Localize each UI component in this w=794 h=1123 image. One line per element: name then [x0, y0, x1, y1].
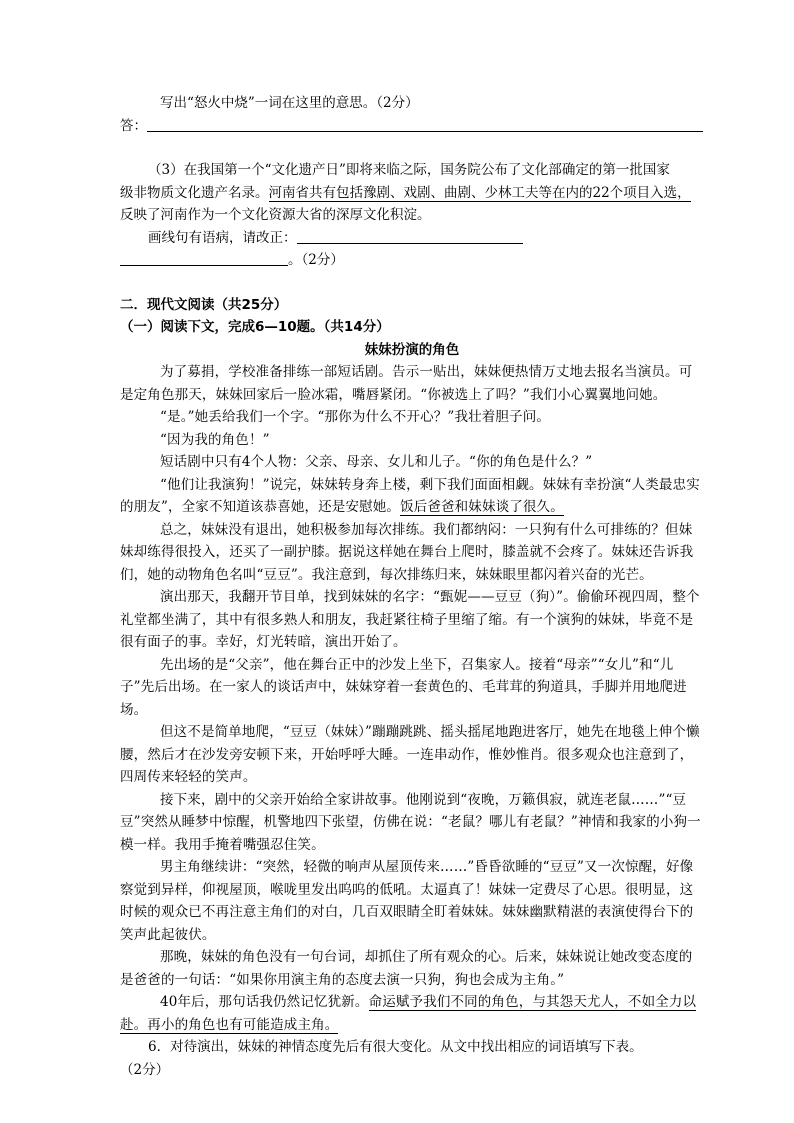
exam-page — [120, 92, 704, 1081]
article-paragraph — [120, 991, 704, 1036]
article-title: 妹妹扮演的角色 — [364, 341, 460, 358]
q2-answer-line — [120, 115, 704, 138]
q6-prompt: 6．对待演出，妹妹的神情态度先后有很大变化。从文中找出相应的词语填写下表。 — [148, 1039, 643, 1055]
q3-correction-blank-2[interactable] — [120, 251, 288, 266]
q2-prompt: 写出“怒火中烧”一词在这里的意思。（2分） — [160, 95, 419, 111]
q3-correction-blank-1[interactable] — [297, 229, 523, 244]
article-paragraph: “因为我的角色！” — [160, 431, 270, 448]
article-paragraph: 为了募捐，学校准备排练一部短话剧。告示一贴出，妹妹便热情万丈地去报名当演员。可是定角色那天，妹妹回家后一脸冰霜，嘴唇紧闭。“你被选上了吗？”我们小心翼翼地问她。 — [120, 364, 693, 403]
article-body — [120, 361, 704, 1036]
last-para-text: 40年后，那句话我仍然记忆犹新。 — [160, 994, 369, 1010]
article-paragraph: 但这不是简单地爬，“豆豆（妹妹）”蹦蹦跳跳、摇头摇尾地跑进客厅，她先在地毯上伸个懒腰，然后才在沙发旁安顿下来，开始呼呼大睡。一连串动作，惟妙惟肖。很多观众也注意到了，四周传来轻轻的笑声。 — [120, 724, 700, 785]
article-paragraph: “是。”她丢给我们一个字。“那你为什么不开心？”我壮着胆子问。 — [160, 409, 551, 425]
q3-underlined-sentence: 河南省共有包括豫剧、戏剧、曲剧、少林工夫等在内的22个项目入选， — [268, 184, 691, 201]
article-paragraph: 总之，妹妹没有退出，她积极参加每次排练。我们都纳闷：一只狗有什么可排练的？但妹妹却练得很投入，还买了一副护膝。据说这样她在舞台上爬时，膝盖就不会疼了。妹妹还告诉我们，她的动物角色名叫“豆豆”。我注意到，每次排练归来，妹妹眼里都闪着兴奋的光芒。 — [120, 521, 694, 583]
article-paragraph — [120, 474, 704, 519]
q3-text-2 — [120, 182, 704, 205]
q3-correction-label: 画线句有语病，请改正： — [148, 229, 297, 246]
q3-correction-line — [120, 227, 704, 250]
article-paragraph: 男主角继续讲：“突然，轻微的响声从屋顶传来……”昏昏欲睡的“豆豆”又一次惊醒，好像察觉到异样，仰视屋顶，喉咙里发出呜呜的低吼。太逼真了！妹妹一定费尽了心思。很明显，这时候的观众已不再注意主角们的对白，几百双眼睛全盯着妹妹。妹妹幽默精湛的表演使得台下的笑声此起彼伏。 — [120, 859, 694, 943]
q3-correction-line-2 — [120, 249, 704, 272]
last-para-underlined: 命运赋予我们不同的角色，与其怨天尤人，不如全力以赴。再小的角色也有可能造成主角。 — [120, 994, 697, 1033]
article-paragraph: 短话剧中只有4个人物：父亲、母亲、女儿和儿子。“你的角色是什么？” — [160, 454, 593, 470]
q3-text-3: 反映了河南作为一个文化资源大省的深厚文化积淀。 — [120, 207, 431, 223]
section-subheading: （一）阅读下文，完成6—10题。（共14分） — [120, 319, 390, 335]
article-paragraph: 接下来，剧中的父亲开始给全家讲故事。他刚说到“夜晚，万籁俱寂，就连老鼠……”“豆豆”突然从睡梦中惊醒，机警地四下张望，仿佛在说：“老鼠？哪儿有老鼠？”神情和我家的小狗一模一样。我用手掩着嘴强忍住笑。 — [120, 791, 701, 853]
q2-answer-label: 答： — [120, 117, 147, 134]
article-paragraph: 那晚，妹妹的角色没有一句台词，却抓住了所有观众的心。后来，妹妹说让她改变态度的是爸爸的一句话：“如果你用演主角的态度去演一只狗，狗也会成为主角。” — [120, 949, 693, 988]
article-paragraph: 演出那天，我翻开节目单，找到妹妹的名字：“甄妮——豆豆（狗）”。偷偷环视四周，整个礼堂都坐满了，其中有很多熟人和朋友，我赶紧往椅子里缩了缩。有一个演狗的妹妹，毕竟不是很有面子的事。幸好，灯光转暗，演出开始了。 — [120, 589, 700, 650]
q6-score: （2分） — [120, 1061, 170, 1078]
q2-answer-blank[interactable] — [147, 117, 703, 132]
q3-score: 。（2分） — [288, 252, 344, 268]
article-paragraph: 先出场的是“父亲”，他在舞台正中的沙发上坐下，召集家人。接着“母亲”“女儿”和“儿子”先后出场。在一家人的谈话声中，妹妹穿着一套黄色的、毛茸茸的狗道具，手脚并用地爬进场。 — [120, 656, 687, 718]
p5-underlined: 饭后爸爸和妹妹谈了很久。 — [400, 499, 564, 515]
q3-text-1: （3）在我国第一个“文化遗产日”即将来临之际，国务院公布了文化部确定的第一批国家 — [148, 162, 670, 178]
p5-text: “他们让我演狗！”说完，妹妹转身奔上楼，剩下我们面面相觑。妹妹有幸扮演“人类最忠实的朋友”，全家不知道该恭喜她，还是安慰她。 — [120, 476, 700, 515]
q3-text-2a: 级非物质文化遗产名录。 — [120, 184, 269, 201]
section-heading: 二．现代文阅读（共25分） — [120, 296, 288, 313]
